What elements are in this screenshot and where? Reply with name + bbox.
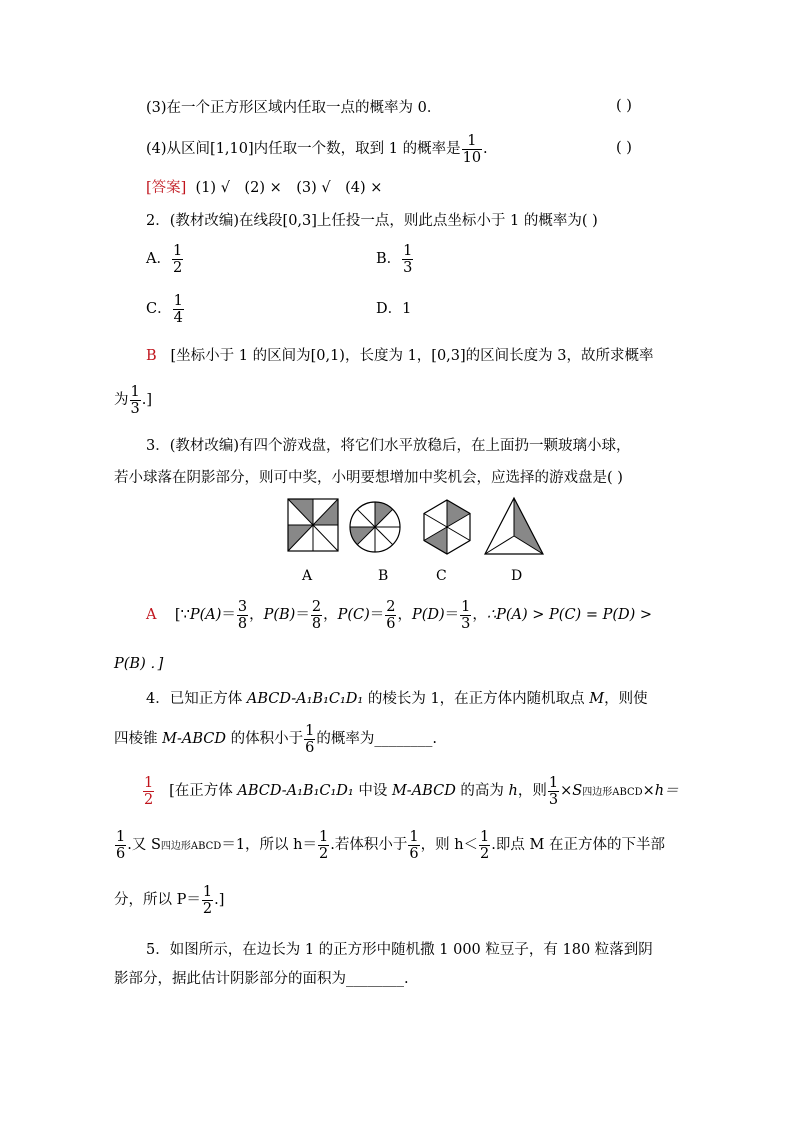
q4-solution-3 (114, 881, 224, 919)
q3-solution-2: P(B) ．] (114, 656, 164, 672)
q2-option-a (146, 240, 184, 278)
q2-stem: 2．(教材改编)在线段[0,3]上任投一点，则此点坐标小于 1 的概率为( ) (146, 213, 598, 229)
comma: ， (323, 607, 338, 623)
solution-text: ，则 (517, 783, 547, 799)
prob-d: P(D) (411, 607, 445, 623)
q3-solution-1 (146, 596, 652, 634)
solution-text: .又 S (127, 837, 161, 853)
denominator: 3 (461, 615, 471, 632)
solution-text: 中设 (353, 783, 392, 799)
fraction (408, 829, 419, 862)
denominator: 6 (116, 845, 126, 862)
equals: ＝ (295, 607, 310, 623)
numerator: 1 (403, 242, 413, 259)
numerator: 2 (311, 598, 322, 615)
q4-stem-1 (146, 689, 648, 709)
denominator: 2 (202, 900, 213, 917)
prob-a: P(A) (189, 607, 222, 623)
denominator: 3 (130, 400, 140, 417)
stem-text: 四棱锥 (114, 731, 163, 747)
stem-text: 的体积小于 (225, 731, 304, 747)
fraction (402, 243, 413, 276)
equals: ＝ (221, 607, 236, 623)
fraction (202, 884, 213, 917)
numerator: 1 (202, 883, 213, 900)
subscript: 四边形ABCD (160, 841, 222, 852)
item-4-text: (4)从区间[1,10]内任取一个数，取到 1 的概率是 (146, 141, 461, 157)
answer-fraction (143, 775, 154, 808)
solution-text: [坐标小于 1 的区间为[0,1)，长度为 1，[0,3]的区间长度为 3，故所求概率 (170, 348, 654, 364)
stem-text: ，则使 (604, 691, 648, 707)
numerator: 1 (461, 598, 471, 615)
denominator: 8 (311, 615, 322, 632)
denominator: 10 (462, 149, 482, 166)
comma: ， (397, 607, 412, 623)
denominator: 8 (237, 615, 248, 632)
item-3: (3)在一个正方形区域内任取一点的概率为 0． (146, 100, 442, 116)
q4-solution-2 (114, 826, 665, 866)
solution-bracket: [∵ (174, 607, 190, 623)
q4-solution-1 (142, 772, 679, 812)
game-board-c (420, 498, 474, 556)
numerator: 1 (480, 828, 490, 845)
numerator: 1 (319, 828, 329, 845)
q5-stem-1: 5．如图所示，在边长为 1 的正方形中随机撒 1 000 粒豆子，有 180 粒落到阴 (146, 942, 653, 958)
q2-option-c (146, 290, 185, 328)
stem-text: 的棱长为 1，在正方体内随机取点 (363, 691, 590, 707)
fraction (130, 384, 141, 417)
solution-text: [在正方体 (169, 783, 238, 799)
subscript: 四边形ABCD (582, 787, 643, 798)
answer-paren: ( ) (616, 98, 632, 114)
denominator: 6 (409, 845, 419, 862)
denominator: 2 (144, 791, 154, 808)
denominator: 3 (548, 791, 559, 808)
game-board-d (483, 496, 545, 556)
cube-name: ABCD-A₁B₁C₁D₁ (237, 783, 354, 799)
option-label: C． (146, 301, 172, 317)
figure-label-c: C (436, 568, 447, 584)
solution-text: ×h＝ (642, 783, 679, 799)
fraction (173, 293, 184, 326)
solution-text: ×S (560, 783, 583, 799)
solution-text: ，则 h＜ (420, 837, 479, 853)
numerator: 1 (130, 383, 140, 400)
answer-text: (1) √ (2) × (3) √ (4) × (195, 180, 383, 196)
game-board-b (348, 500, 402, 554)
fraction (311, 599, 322, 632)
answer-line (146, 178, 382, 198)
solution-text: .若体积小于 (330, 837, 408, 853)
q2-option-d (376, 299, 411, 319)
solution-text: 的高为 (455, 783, 509, 799)
fraction (385, 599, 396, 632)
option-label: A． (146, 251, 171, 267)
fraction (237, 599, 248, 632)
numerator: 1 (172, 242, 183, 259)
item-4 (146, 132, 488, 166)
comma: ， (472, 607, 487, 623)
solution-text: ＝1，所以 h＝ (221, 837, 318, 853)
cube-name: ABCD-A₁B₁C₁D₁ (246, 691, 364, 707)
point-m: M (589, 691, 605, 707)
period: . (483, 141, 488, 157)
numerator: 1 (116, 828, 126, 845)
equals: ＝ (369, 607, 385, 623)
numerator: 1 (462, 133, 482, 150)
pyramid-name: M-ABCD (162, 731, 226, 747)
numerator: 1 (548, 774, 559, 791)
numerator: 1 (173, 292, 183, 309)
fraction (304, 723, 315, 756)
stem-text: 4．已知正方体 (146, 691, 247, 707)
answer-tag: [答案] (146, 180, 187, 196)
fraction (460, 599, 471, 632)
option-label: D． (376, 301, 403, 317)
fraction (479, 829, 490, 862)
fraction (172, 243, 183, 276)
fraction (548, 775, 559, 808)
denominator: 2 (480, 845, 490, 862)
solution-end: .] (214, 892, 225, 908)
figure-label-a: A (302, 568, 313, 584)
numerator: 1 (409, 828, 419, 845)
q2-option-b (376, 240, 414, 278)
q5-stem-2: 影部分，据此估计阴影部分的面积为________. (114, 971, 409, 987)
numerator: 1 (144, 774, 154, 791)
denominator: 6 (305, 739, 315, 756)
numerator: 3 (237, 598, 248, 615)
option-label: B． (376, 251, 402, 267)
denominator: 2 (319, 845, 329, 862)
q2-solution-2 (114, 382, 152, 418)
answer-letter: A (146, 607, 157, 623)
solution-end: .] (141, 392, 153, 408)
stem-text: 的概率为________. (316, 731, 437, 747)
game-board-a (287, 498, 339, 552)
solution-text: 为 (114, 392, 129, 408)
prob-b: P(B) (263, 607, 296, 623)
figure-label-b: B (378, 568, 389, 584)
q3-stem-1: 3．(教材改编)有四个游戏盘，将它们水平放稳后，在上面扔一颗玻璃小球， (146, 438, 631, 454)
shaded-region (447, 500, 470, 527)
solution-text: .即点 M 在正方体的下半部 (491, 837, 665, 853)
solution-text: 分，所以 P＝ (114, 892, 201, 908)
figure-label-d: D (511, 568, 523, 584)
shaded-region (424, 527, 447, 554)
shaded-region (350, 527, 375, 545)
option-text: 1 (402, 301, 412, 317)
q4-stem-2 (114, 720, 437, 758)
q3-stem-2: 若小球落在阴影部分，则可中奖，小明要想增加中奖机会，应选择的游戏盘是( ) (114, 470, 623, 486)
denominator: 6 (386, 615, 396, 632)
fraction (115, 829, 126, 862)
conclusion: ∴P(A) > P(C) = P(D) > (486, 607, 653, 623)
fraction (462, 133, 482, 166)
fraction (318, 829, 329, 862)
q2-solution-1 (146, 346, 654, 366)
comma: ， (249, 607, 264, 623)
denominator: 4 (173, 309, 183, 326)
shaded-region (375, 502, 393, 527)
denominator: 2 (172, 259, 183, 276)
denominator: 3 (403, 259, 413, 276)
prob-c: P(C) (337, 607, 370, 623)
pyramid-name: M-ABCD (391, 783, 456, 799)
numerator: 2 (386, 598, 396, 615)
numerator: 1 (305, 722, 315, 739)
answer-letter: B (146, 348, 157, 364)
height-h: h (508, 783, 518, 799)
answer-paren: ( ) (616, 140, 632, 156)
equals: ＝ (444, 607, 460, 623)
